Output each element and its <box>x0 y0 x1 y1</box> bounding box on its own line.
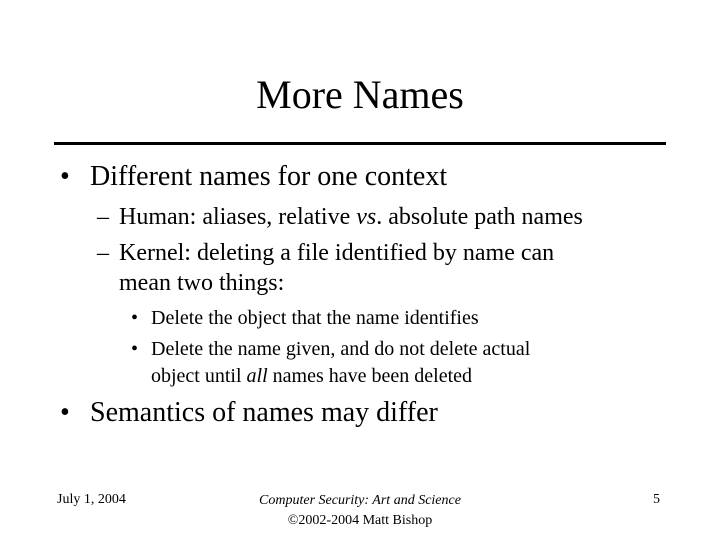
subitem-kernel-deleting <box>97 236 554 270</box>
subitem-text-before: Human: aliases, relative <box>119 204 357 230</box>
bullet-marker: • <box>60 161 70 192</box>
footer-page-number: 5 <box>653 492 660 507</box>
subsubitem-text: Delete the object that the name identifies <box>151 307 479 329</box>
subsubitem-line2-after: names have been deleted <box>267 365 473 387</box>
subitem-emphasis: vs <box>356 204 377 230</box>
subitem-text-after: . absolute path names <box>376 204 583 230</box>
slide-title: More Names <box>256 72 464 117</box>
footer-date: July 1, 2004 <box>57 492 126 507</box>
subsubitem-text-line1: Delete the name given, and do not delete actual <box>151 338 531 360</box>
dash-marker: – <box>97 204 109 230</box>
bullet-text: Different names for one context <box>90 161 448 192</box>
bullet-marker: • <box>60 397 70 428</box>
subitem-text-line1: Kernel: deleting a file identified by name can <box>119 240 555 266</box>
dash-marker: – <box>97 240 109 266</box>
footer-course-title: Computer Security: Art and Science <box>259 493 461 508</box>
footer-copyright: ©2002-2004 Matt Bishop <box>287 513 433 528</box>
subsubitem-line2-emphasis: all <box>246 365 268 387</box>
small-bullet-marker: • <box>131 338 139 360</box>
bullet-text: Semantics of names may differ <box>90 397 438 428</box>
footer-credits <box>220 491 500 531</box>
small-bullet-marker: • <box>131 307 139 329</box>
subsubitem-delete-name <box>131 335 530 363</box>
bullet-item-different-names <box>60 161 447 193</box>
subsubitem-text-line2 <box>151 362 472 390</box>
subitem-text-line2: mean two things: <box>119 270 285 296</box>
subsubitem-line2-before: object until <box>151 365 247 387</box>
bullet-item-semantics <box>60 397 438 429</box>
subsubitem-delete-object <box>131 304 479 332</box>
subitem-human-aliases <box>97 200 583 234</box>
title-underline <box>54 142 666 145</box>
